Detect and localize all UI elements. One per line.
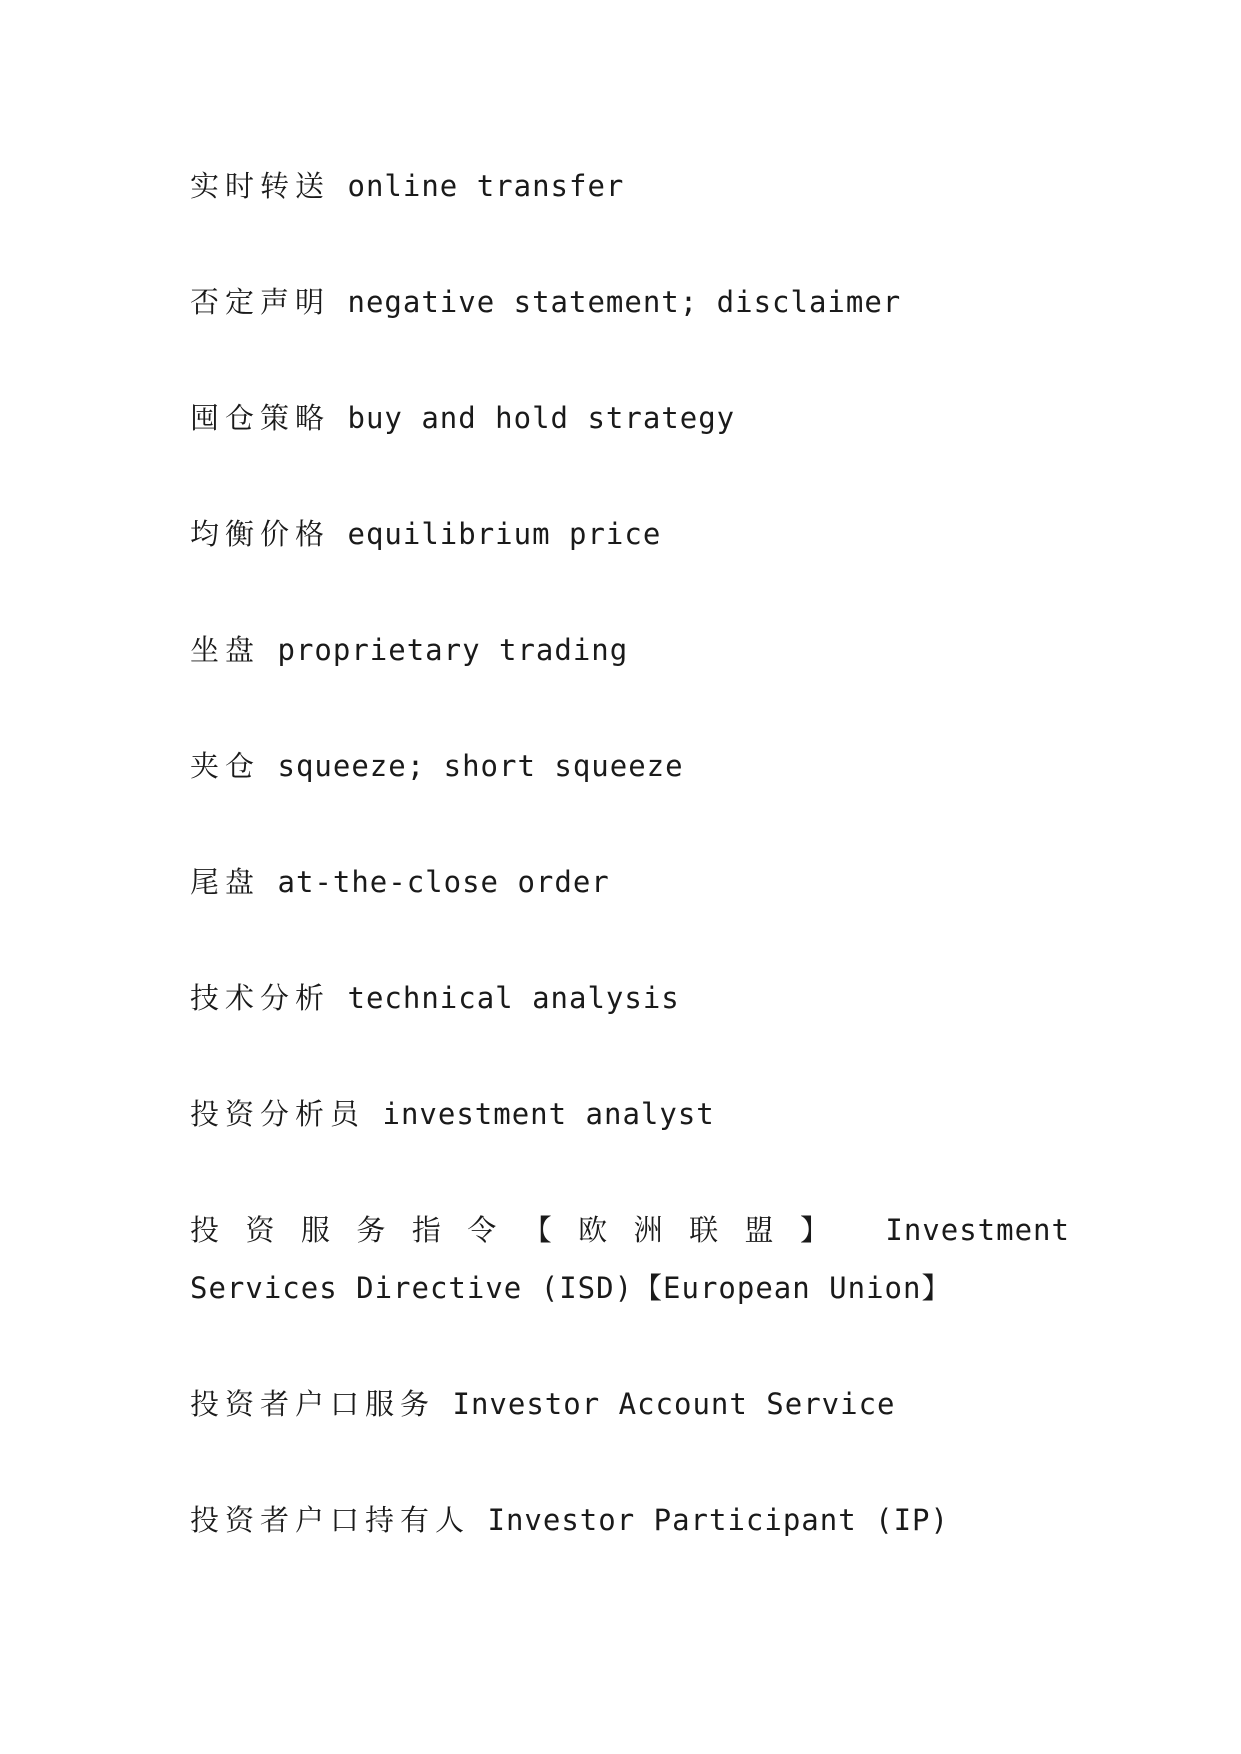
term-chinese: 投资服务指令【欧洲联盟】: [190, 1213, 856, 1247]
term-chinese: 尾盘: [190, 865, 261, 899]
term-chinese: 投资者户口持有人: [190, 1503, 471, 1537]
term-english: squeeze; short squeeze: [277, 749, 684, 783]
term-chinese: 坐盘: [190, 633, 261, 667]
term-chinese: 囤仓策略: [190, 401, 331, 435]
glossary-entry: [190, 389, 1070, 447]
glossary-entry: [190, 1085, 1070, 1143]
term-chinese: 夹仓: [190, 749, 261, 783]
glossary-entry: [190, 969, 1070, 1027]
term-english: at-the-close order: [277, 865, 610, 899]
term-english: Investment Services Directive (ISD)【European Union】: [190, 1213, 1070, 1305]
glossary-entry: [190, 157, 1070, 215]
glossary-entry: [190, 737, 1070, 795]
term-chinese: 否定声明: [190, 285, 331, 319]
term-chinese: 投资者户口服务: [190, 1387, 436, 1421]
term-english: negative statement; disclaimer: [347, 285, 902, 319]
term-english: proprietary trading: [277, 633, 629, 667]
term-english: Investor Account Service: [452, 1387, 896, 1421]
term-chinese: 投资分析员: [190, 1097, 366, 1131]
glossary-entry: [190, 273, 1070, 331]
glossary-entry: [190, 505, 1070, 563]
term-english: online transfer: [347, 169, 625, 203]
glossary-entry: [190, 1375, 1070, 1433]
glossary-entry: [190, 621, 1070, 679]
glossary-entry: [190, 1491, 1070, 1549]
term-english: Investor Participant (IP): [487, 1503, 949, 1537]
glossary-entry: [190, 853, 1070, 911]
term-chinese: 均衡价格: [190, 517, 331, 551]
term-english: technical analysis: [347, 981, 680, 1015]
term-english: equilibrium price: [347, 517, 662, 551]
term-chinese: 技术分析: [190, 981, 331, 1015]
term-english: buy and hold strategy: [347, 401, 736, 435]
term-english: investment analyst: [382, 1097, 715, 1131]
glossary-entry: [190, 1201, 1070, 1317]
term-chinese: 实时转送: [190, 169, 331, 203]
